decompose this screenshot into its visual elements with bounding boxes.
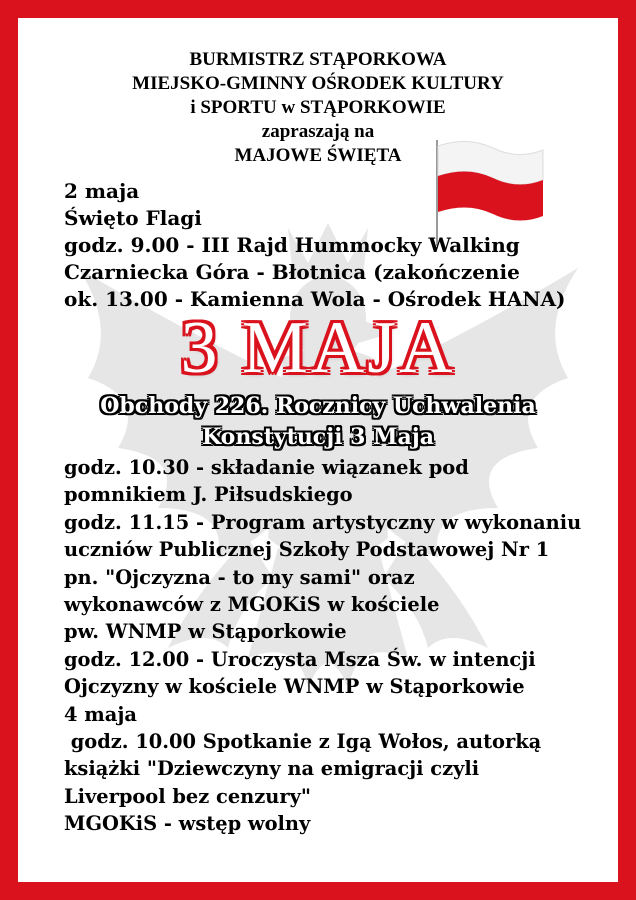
header-line-2: MIEJSKO-GMINNY OŚRODEK KULTURY bbox=[132, 73, 504, 94]
may-2-line-3: godz. 9.00 - III Rajd Hummocky Walking bbox=[64, 233, 520, 257]
program-line: książki "Dziewczyny na emigracji czyli bbox=[64, 757, 480, 781]
may-2-line-1: 2 maja bbox=[64, 179, 140, 203]
program-line: MGOKiS - wstęp wolny bbox=[64, 812, 311, 836]
header-line-3: i SPORTU w STĄPORKOWIE bbox=[190, 97, 446, 118]
subtitle-line-2: Konstytucji 3 Maja bbox=[202, 424, 434, 450]
program-line: 4 maja bbox=[64, 702, 137, 726]
program-line: godz. 11.15 - Program artystyczny w wykonaniu bbox=[64, 510, 582, 534]
program-line: pn. "Ojczyzna - to my sami" oraz bbox=[64, 565, 415, 589]
header-line-1: BURMISTRZ STĄPORKOWA bbox=[189, 49, 447, 70]
subtitle-line-1: Obchody 226. Rocznicy Uchwalenia bbox=[100, 393, 536, 419]
program-line: Ojczyzny w kościele WNMP w Stąporkowie bbox=[64, 675, 525, 699]
program-line: pomnikiem J. Piłsudskiego bbox=[64, 483, 353, 507]
program-line: Liverpool bez cenzury" bbox=[64, 784, 311, 808]
header-line-5: MAJOWE ŚWIĘTA bbox=[234, 145, 402, 166]
may-2-line-2: Święto Flagi bbox=[64, 206, 202, 230]
may-2-line-5: ok. 13.00 - Kamienna Wola - Ośrodek HANA) bbox=[64, 287, 566, 311]
may-2-line-4: Czarniecka Góra - Błotnica (zakończenie bbox=[64, 260, 520, 284]
main-title: 3 MAJA bbox=[180, 307, 456, 389]
program-line: pw. WNMP w Stąporkowie bbox=[64, 620, 347, 644]
program-line: uczniów Publicznej Szkoły Podstawowej Nr 1 bbox=[64, 538, 550, 562]
program-line: godz. 10.00 Spotkanie z Igą Wołos, autorką bbox=[64, 730, 542, 754]
may-2-section bbox=[64, 178, 566, 313]
program-line: wykonawców z MGOKiS w kościele bbox=[64, 593, 440, 617]
program-line: godz. 10.30 - składanie wiązanek pod bbox=[64, 456, 469, 479]
program-line: godz. 12.00 - Uroczysta Msza Św. w intencji bbox=[64, 647, 536, 671]
poster-content bbox=[18, 18, 618, 882]
header-line-4: zapraszają na bbox=[261, 121, 375, 142]
program-section bbox=[64, 454, 581, 838]
